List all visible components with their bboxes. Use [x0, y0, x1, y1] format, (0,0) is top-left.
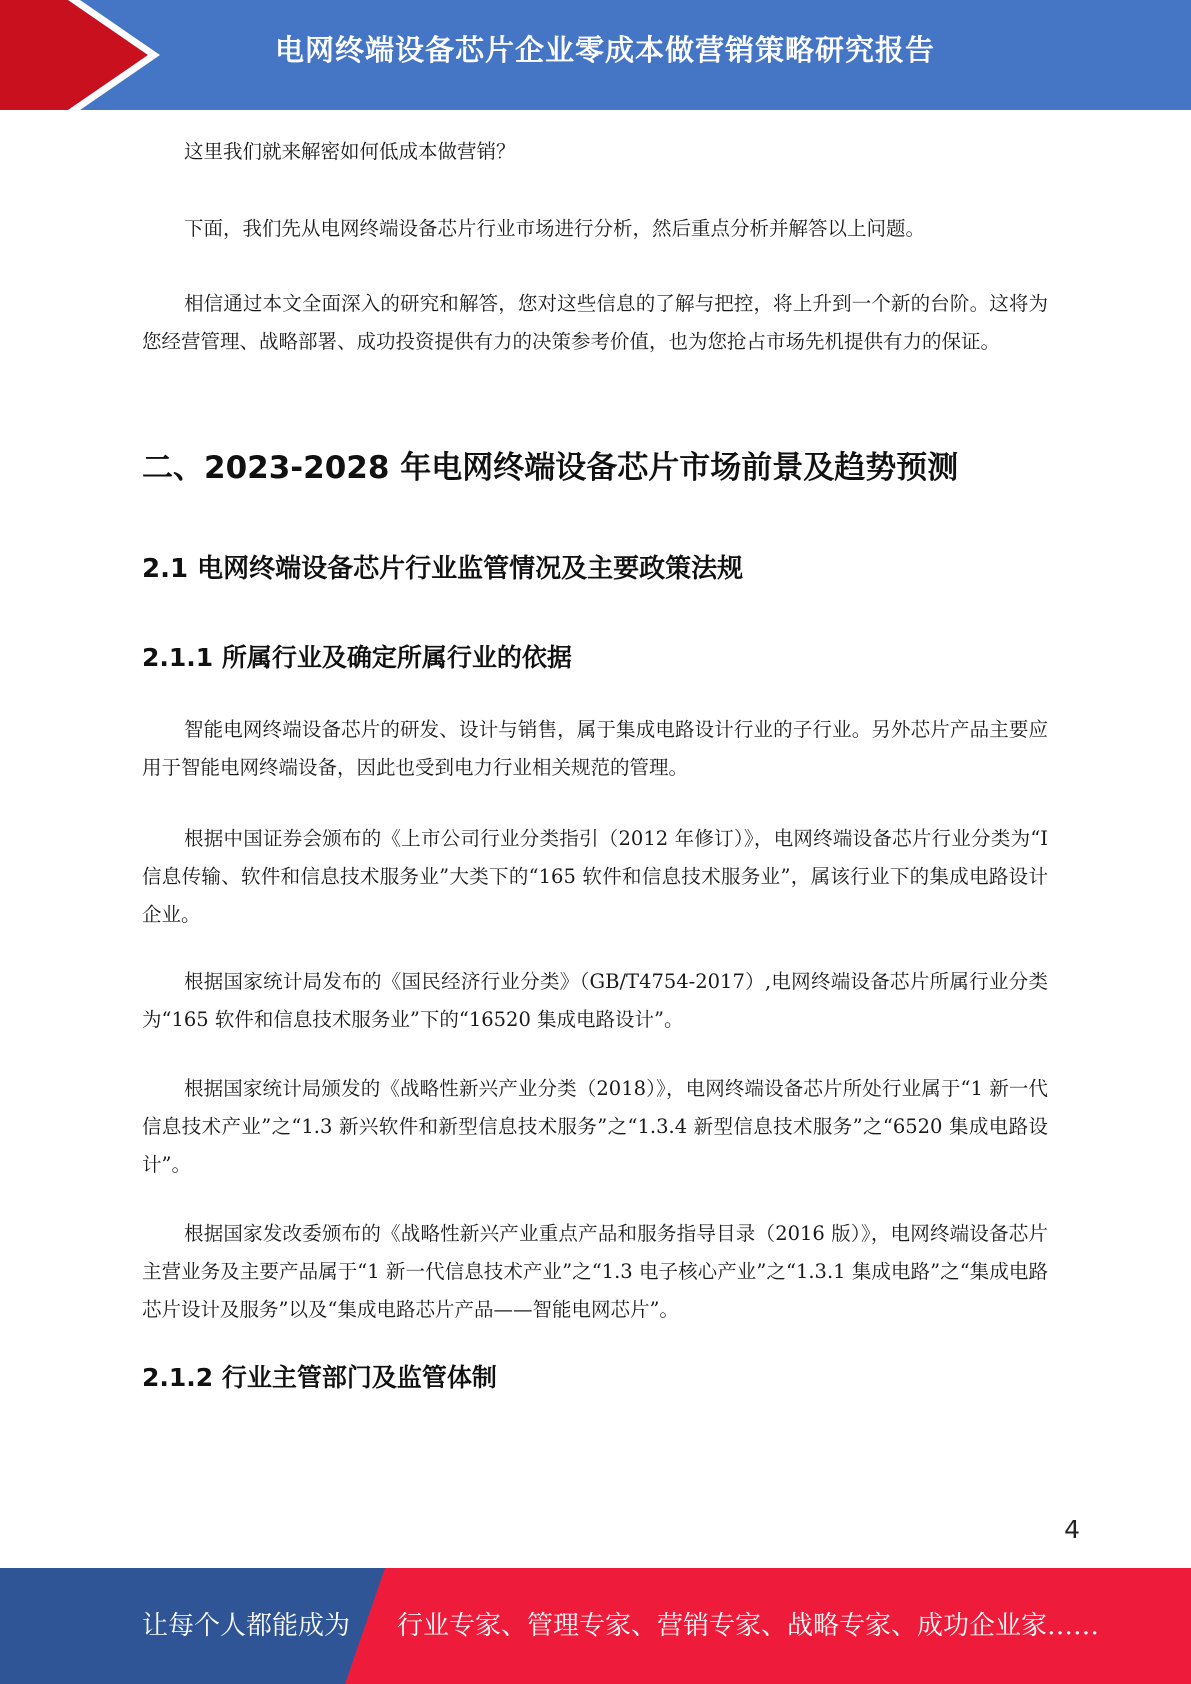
page-number: 4 [1064, 1515, 1080, 1544]
nbs-classification-paragraph: 根据国家统计局发布的《国民经济行业分类》（GB/T4754-2017）,电网终端设备芯片所属行业分类为“165 软件和信息技术服务业”下的“16520 集成电路设计”。 [142, 970, 1048, 1031]
analysis-paragraph: 下面，我们先从电网终端设备芯片行业市场进行分析，然后重点分析并解答以上问题。 [184, 217, 926, 240]
footer-slogan-right: 行业专家、管理专家、营销专家、战略专家、成功企业家…… [397, 1611, 1100, 1641]
subsection-heading: 2.1 电网终端设备芯片行业监管情况及主要政策法规 [142, 554, 744, 584]
ndrc-catalog-paragraph: 根据国家发改委颁布的《战略性新兴产业重点产品和服务指导目录（2016 版）》，电网终端设备芯片主营业务及主要产品属于“1 新一代信息技术产业”之“1.3 电子核心产业”之“1.3.1 集成电路”之“集成电路芯片设计及服务”以及“集成电路芯片产品——智能电网芯片”。 [142, 1222, 1048, 1321]
header-arrow-decoration [0, 0, 200, 110]
subsubsection-heading: 2.1.2 行业主管部门及监管体制 [142, 1363, 497, 1392]
page-header [0, 0, 1191, 110]
page-footer [0, 1568, 1191, 1684]
strategic-industry-paragraph: 根据国家统计局颁发的《战略性新兴产业分类（2018）》，电网终端设备芯片所处行业属于“1 新一代信息技术产业”之“1.3 新兴软件和新型信息技术服务”之“1.3.4 新型信息技术服务”之“6520 集成电路设计”。 [142, 1077, 1048, 1176]
report-title: 电网终端设备芯片企业零成本做营销策略研究报告 [274, 33, 935, 67]
footer-slogan-left: 让每个人都能成为 [142, 1611, 351, 1641]
value-paragraph: 相信通过本文全面深入的研究和解答，您对这些信息的了解与把控，将上升到一个新的台阶。这将为您经营管理、战略部署、成功投资提供有力的决策参考价值，也为您抢占市场先机提供有力的保证。 [142, 292, 1048, 353]
section-heading: 二、2023-2028 年电网终端设备芯片市场前景及趋势预测 [142, 450, 959, 486]
subsubsection-heading: 2.1.1 所属行业及确定所属行业的依据 [142, 643, 572, 672]
intro-paragraph: 这里我们就来解密如何低成本做营销？ [184, 140, 516, 163]
industry-paragraph: 智能电网终端设备芯片的研发、设计与销售，属于集成电路设计行业的子行业。另外芯片产品主要应用于智能电网终端设备，因此也受到电力行业相关规范的管理。 [142, 718, 1048, 779]
csrc-classification-paragraph: 根据中国证券会颁布的《上市公司行业分类指引（2012 年修订）》，电网终端设备芯片行业分类为“I 信息传输、软件和信息技术服务业”大类下的“165 软件和信息技术服务业”，属该行业下的集成电路设计企业。 [142, 827, 1048, 926]
